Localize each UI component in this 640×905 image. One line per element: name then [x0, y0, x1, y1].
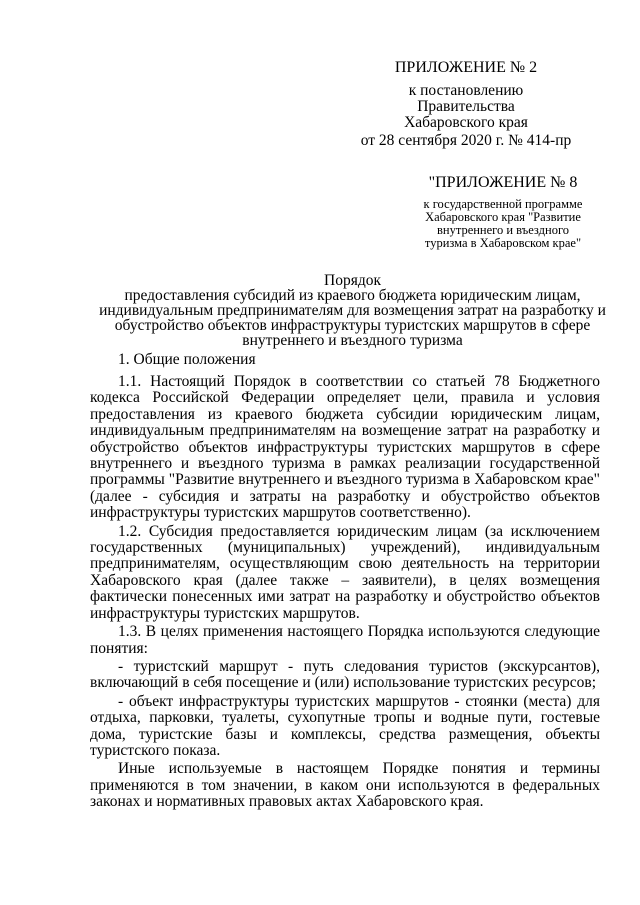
section-heading: 1. Общие положения	[118, 351, 256, 368]
order-title-line-3: обустройство объектов инфраструктуры туристских маршрутов в сфере	[114, 317, 591, 334]
appendix-main-header	[350, 60, 582, 149]
appendix-inner-line-3: внутреннего и въездного	[436, 223, 570, 237]
order-title-line-4: внутреннего и въездного туризма	[242, 332, 463, 349]
section-body	[90, 374, 600, 811]
appendix-inner-header	[398, 174, 608, 250]
paragraph-other-terms: Иные используемые в настоящем Порядке понятия и термины применяются в том значении, в каком они используются в федеральных законах и нормативных правовых актах Хабаровского края.	[90, 760, 600, 811]
order-title-block	[80, 273, 625, 348]
paragraph-1-2: 1.2. Субсидия предоставляется юридическим лицам (за исключением государственных (муниципальных) учреждений), индивидуальным предпринимателям, осуществляющим свою деятельность на территории Хабаровского края (далее также – заявители), в целях возмещения фактически понесенных ими затрат на разработку и обустройство объектов инфраструктуры туристских маршрутов.	[90, 522, 600, 622]
definition-infrastructure-object: - объект инфраструктуры туристских маршрутов - стоянки (места) для отдыха, парковки, туалеты, сухопутные тропы и водные пути, гостевые дома, туристские базы и комплексы, средства размещения, объекты туристского показа.	[90, 692, 600, 759]
appendix-main-title: ПРИЛОЖЕНИЕ № 2	[394, 59, 538, 76]
appendix-inner-line-4: туризма в Хабаровском крае"	[424, 236, 582, 250]
order-title-line-2: индивидуальным предпринимателям для возмещения затрат на разработку и	[99, 302, 606, 319]
appendix-main-line-3: Хабаровского края	[404, 114, 528, 131]
appendix-inner-line-2: Хабаровского края "Развитие	[425, 210, 581, 224]
order-title-line-1: предоставления субсидий из краевого бюджета юридическим лицам,	[124, 287, 581, 304]
paragraph-1-1: 1.1. Настоящий Порядок в соответствии со статьей 78 Бюджетного кодекса Российской Федерации определяет цели, правила и условия предоставления из краевого бюджета субсидии юридическим лицам, индивидуальным предпринимателям на возмещение затрат на разработку и обустройство объектов инфраструктуры туристских маршрутов в сфере внутреннего и въездного туризма в рамках реализации государственной программы "Развитие внутреннего и въездного туризма в Хабаровском крае" (далее - субсидия и затраты на разработку и обустройство объектов инфраструктуры туристских маршрутов соответственно).	[90, 373, 600, 522]
appendix-main-date: от 28 сентября 2020 г. № 414-пр	[360, 132, 572, 149]
definition-tourist-route: - туристский маршрут - путь следования туристов (экскурсантов), включающий в себя посещение и (или) использование туристских ресурсов;	[90, 657, 600, 692]
appendix-main-line-2: Правительства	[417, 98, 515, 115]
order-heading: Порядок	[324, 272, 381, 289]
appendix-main-line-1: к постановлению	[408, 82, 524, 99]
appendix-inner-title: "ПРИЛОЖЕНИЕ № 8	[428, 174, 578, 191]
appendix-inner-line-1: к государственной программе	[423, 197, 583, 211]
paragraph-1-3: 1.3. В целях применения настоящего Порядка используются следующие понятия:	[90, 623, 600, 657]
